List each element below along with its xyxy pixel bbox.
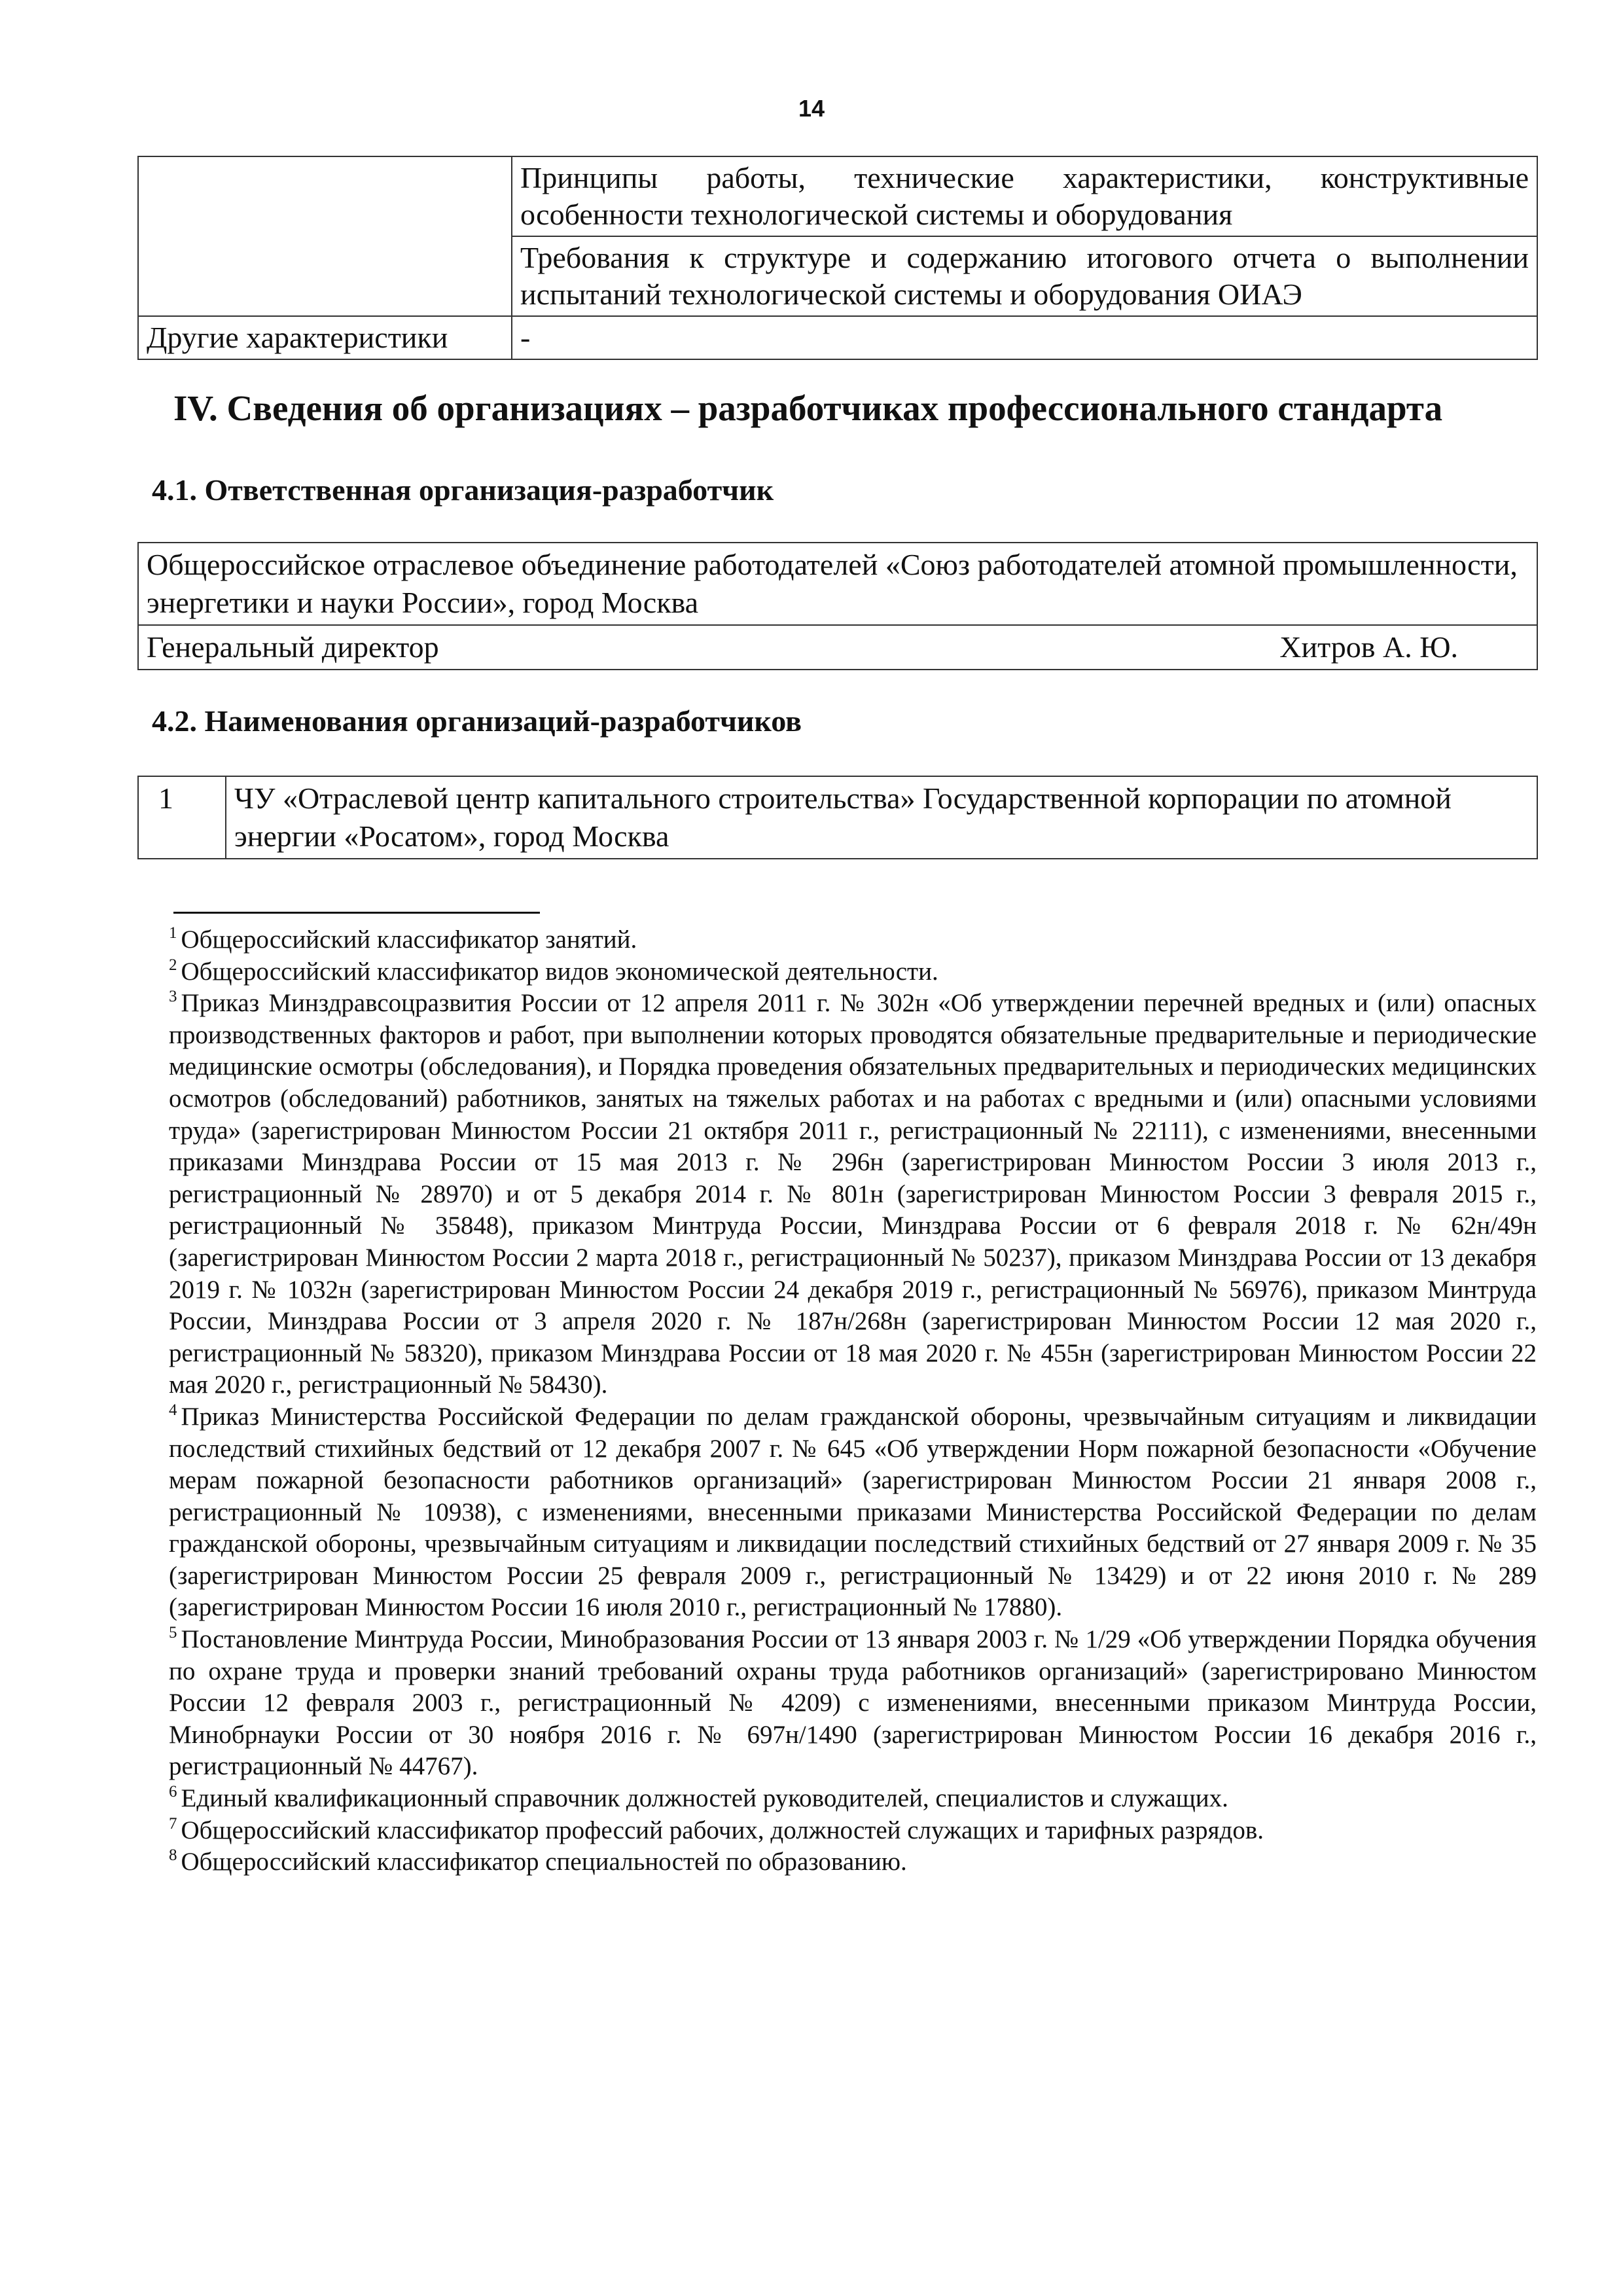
developer-name: ЧУ «Отраслевой центр капитального строительства» Государственной корпорации по атомной энергии «Росатом», город Москва	[226, 776, 1537, 859]
org-name: Общероссийское отраслевое объединение работодателей «Союз работодателей атомной промышленности, энергетики и науки России», город Москва	[138, 543, 1537, 625]
footnote	[169, 1783, 1537, 1815]
subsection-heading-responsible: 4.1. Ответственная организация-разработчик	[152, 473, 774, 507]
table-cell: Требования к структуре и содержанию итогового отчета о выполнении испытаний технологической системы и оборудования ОИАЭ	[512, 236, 1537, 316]
footnote-text: Приказ Минздравсоцразвития России от 12 апреля 2011 г. № 302н «Об утверждении перечней вредных и (или) опасных производственных факторов и работ, при выполнении которых проводятся обязательные предварительные и периодические медицинские осмотры (обследования), и Порядка проведения обязательных предварительных и периодических медицинских осмотров (обследований) работников, занятых на тяжелых работах и на работах с вредными и (или) опасными условиями труда» (зарегистрирован Минюстом России 21 октября 2011 г., регистрационный № 22111), с изменениями, внесенными приказами Минздрава России от 15 мая 2013 г. № 296н (зарегистрирован Минюстом России 3 июля 2013 г., регистрационный № 28970) и от 5 декабря 2014 г. № 801н (зарегистрирован Минюстом России 3 февраля 2015 г., регистрационный № 35848), приказом Минтруда России, Минздрава России от 6 февраля 2018 г. № 62н/49н (зарегистрирован Минюстом России 2 марта 2018 г., регистрационный № 50237), приказом Минздрава России от 13 декабря 2019 г. № 1032н (зарегистрирован Минюстом России 24 декабря 2019 г., регистрационный № 56976), приказом Минтруда России, Минздрава России от 3 апреля 2020 г. № 187н/268н (зарегистрирован Минюстом России 12 мая 2020 г., регистрационный № 58320), приказом Минздрава России от 18 мая 2020 г. № 455н (зарегистрирован Минюстом России 22 мая 2020 г., регистрационный № 58430).	[169, 989, 1537, 1399]
footnote	[169, 988, 1537, 1401]
org-person: Хитров А. Ю.	[885, 625, 1537, 670]
footnote-number: 1	[169, 924, 177, 942]
footnote	[169, 956, 1537, 988]
footnote-separator	[173, 912, 540, 914]
table-row	[138, 316, 1537, 359]
footnote-text: Общероссийский классификатор видов экономической деятельности.	[181, 957, 938, 986]
footnotes	[169, 924, 1537, 1878]
table-row	[138, 156, 1537, 236]
developer-orgs-table	[137, 776, 1538, 859]
footnote	[169, 1401, 1537, 1624]
footnote-number: 8	[169, 1846, 177, 1865]
footnote-number: 7	[169, 1814, 177, 1833]
table-cell: Принципы работы, технические характеристики, конструктивные особенности технологической системы и оборудования	[512, 156, 1537, 236]
footnote-text: Общероссийский классификатор профессий рабочих, должностей служащих и тарифных разрядов.	[181, 1816, 1264, 1844]
table-row	[138, 776, 1537, 859]
table-row	[138, 543, 1537, 625]
footnote	[169, 924, 1537, 956]
responsible-org-table	[137, 542, 1538, 670]
org-position: Генеральный директор	[138, 625, 885, 670]
other-characteristics-value: -	[512, 316, 1537, 359]
subsection-heading-developers: 4.2. Наименования организаций-разработчиков	[152, 704, 802, 738]
footnote-number: 5	[169, 1624, 177, 1642]
developer-num: 1	[138, 776, 226, 859]
table-cell-empty	[138, 156, 512, 316]
section-heading: IV. Сведения об организациях – разработчиках профессионального стандарта	[173, 388, 1443, 428]
footnote	[169, 1815, 1537, 1847]
footnote	[169, 1624, 1537, 1783]
other-characteristics-label: Другие характеристики	[138, 316, 512, 359]
footnote-number: 4	[169, 1401, 177, 1419]
characteristics-table	[137, 156, 1538, 360]
footnote-text: Постановление Минтруда России, Минобразования России от 13 января 2003 г. № 1/29 «Об утверждении Порядка обучения по охране труда и проверки знаний требований охраны труда работников организаций» (зарегистрировано Минюстом России 12 февраля 2003 г., регистрационный № 4209) с изменениями, внесенными приказом Минтруда России, Минобрнауки России от 30 ноября 2016 г. № 697н/1490 (зарегистрирован Минюстом России 16 декабря 2016 г., регистрационный № 44767).	[169, 1625, 1537, 1781]
footnote-number: 2	[169, 956, 177, 974]
footnote	[169, 1846, 1537, 1878]
footnote-text: Приказ Министерства Российской Федерации по делам гражданской обороны, чрезвычайным ситуациям и ликвидации последствий стихийных бедствий от 12 декабря 2007 г. № 645 «Об утверждении Норм пожарной безопасности «Обучение мерам пожарной безопасности работников организаций» (зарегистрирован Минюстом России 21 января 2008 г., регистрационный № 10938), с изменениями, внесенными приказами Министерства Российской Федерации по делам гражданской обороны, чрезвычайным ситуациям и ликвидации последствий стихийных бедствий от 27 января 2009 г. № 35 (зарегистрирован Минюстом России 25 февраля 2009 г., регистрационный № 13429) и от 22 июня 2010 г. № 289 (зарегистрирован Минюстом России 16 июля 2010 г., регистрационный № 17880).	[169, 1402, 1537, 1622]
footnote-number: 6	[169, 1783, 177, 1801]
table-row	[138, 625, 1537, 670]
footnote-number: 3	[169, 988, 177, 1006]
page-number: 14	[798, 95, 825, 122]
footnote-text: Общероссийский классификатор занятий.	[181, 925, 637, 954]
footnote-text: Единый квалификационный справочник должностей руководителей, специалистов и служащих.	[181, 1784, 1228, 1813]
footnote-text: Общероссийский классификатор специальностей по образованию.	[181, 1848, 907, 1876]
